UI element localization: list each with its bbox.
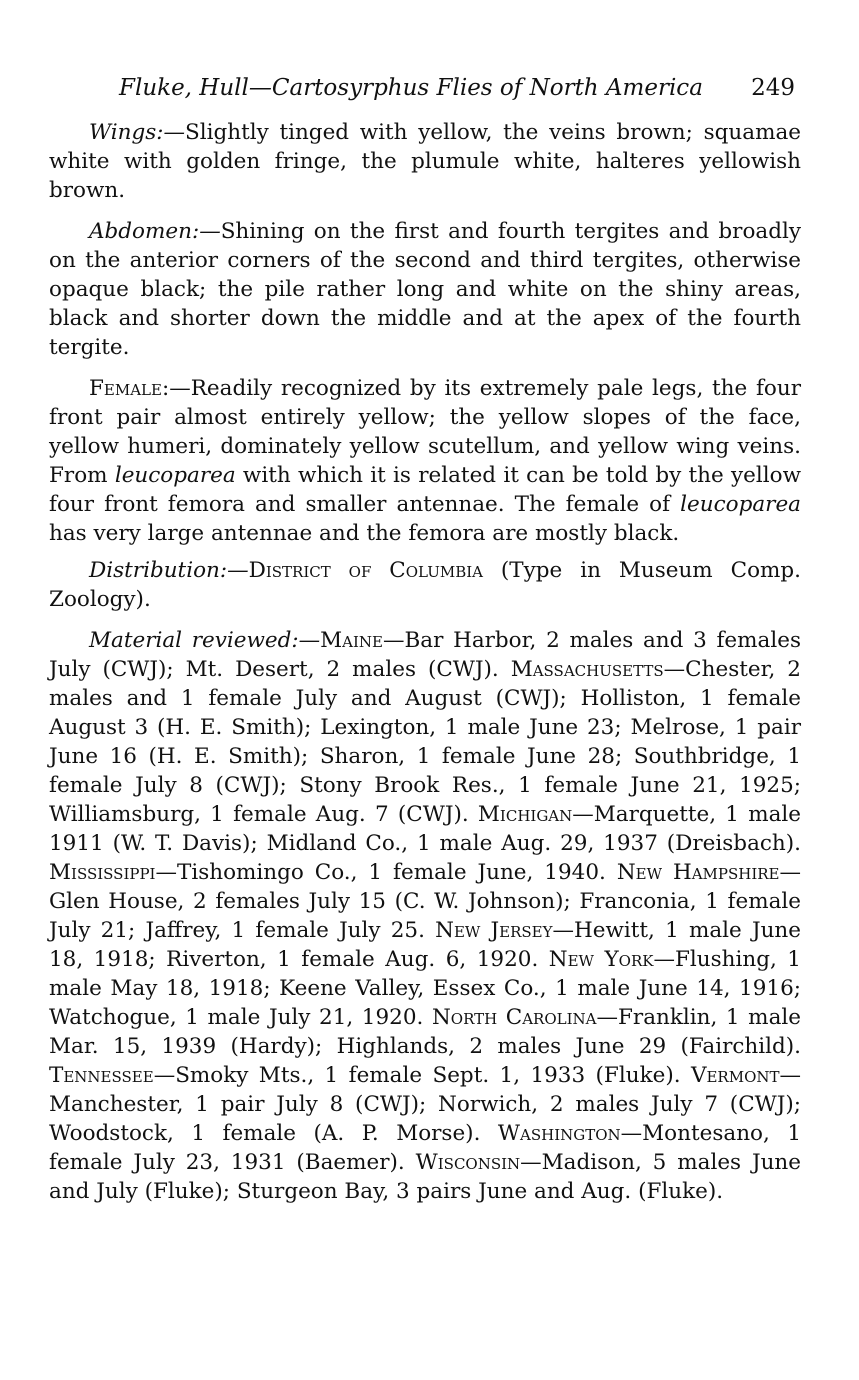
material-paragraph [49,626,801,1206]
locality-records: —Tishomingo Co., 1 female June, 1940. [155,860,617,885]
species-name: leucoparea [680,492,801,517]
female-text-1: Readily recognized by its extremely pale legs, the four front pair almost entirely yellow; the yellow slopes of the face, yellow humeri, dominately yellow scutellum, and yellow wing veins. From [49,376,801,488]
distribution-place: District of Columbia [248,558,483,583]
wings-text: Slightly tinged with yellow, the veins brown; squamae white with golden fringe, the plumule white, halteres yellowish brown. [49,120,801,203]
locality-records: —Glen House, 2 females July 15 (C. W. Johnson); Franconia, 1 female July 21; Jaffrey, 1 female July 25. [49,860,801,943]
species-name: leucoparea [114,463,236,488]
locality-records: —Madison, 5 males June and July (Fluke); Sturgeon Bay, 3 pairs June and Aug. (Fluke). [49,1150,801,1204]
wings-heading: Wings:— [89,120,185,145]
material-entries [49,628,801,1204]
state-name: New York [548,947,654,972]
state-name: Wisconsin [415,1150,521,1175]
state-name: Tennessee [49,1063,154,1088]
distribution-text: (Type in Museum Comp. Zoology). [49,558,801,612]
locality-records: —Chester, 2 males and 1 female July and August (CWJ); Holliston, 1 female August 3 (H. E. Smith); Lexington, 1 male June 23; Melrose, 1 pair June 16 (H. E. Smith); Sharon, 1 female June 28; Southbridge, 1 female July 8 (CWJ); Stony Brook Res., 1 female June 21, 1925; Williamsburg, 1 female Aug. 7 (CWJ). [49,657,801,827]
state-name: Maine [320,628,383,653]
state-name: North Carolina [431,1005,597,1030]
page [49,66,801,1206]
locality-records: —Montesano, 1 female July 23, 1931 (Baemer). [49,1121,802,1175]
abdomen-paragraph [49,217,801,362]
distribution-heading: Distribution:— [89,558,249,583]
locality-records: —Hewitt, 1 male June 18, 1918; Riverton, 1 female Aug. 6, 1920. [49,918,801,972]
distribution-paragraph [49,556,801,614]
wings-paragraph [49,118,801,205]
female-paragraph [49,374,801,548]
female-text-2: with which it is related it can be told by the yellow four front femora and smaller antennae. The female of [49,463,801,517]
female-text-3: has very large antennae and the femora are mostly black. [49,521,680,546]
state-name: New Jersey [435,918,553,943]
running-head [49,66,801,110]
locality-records: —Manchester, 1 pair July 8 (CWJ); Norwich, 2 males July 7 (CWJ); Woodstock, 1 female (A. P. Morse). [49,1063,801,1146]
locality-records: —Smoky Mts., 1 female Sept. 1, 1933 (Fluke). [153,1063,691,1088]
abdomen-text: Shining on the first and fourth tergites and broadly on the anterior corners of the second and third tergites, otherwise opaque black; the pile rather long and white on the shiny areas, black and shorter down the middle and at the apex of the fourth tergite. [49,219,801,360]
running-title: Fluke, Hull—Cartosyrphus Flies of North America [119,75,703,101]
state-name: Washington [497,1121,621,1146]
material-heading: Material reviewed:— [89,628,321,653]
state-name: New Hampshire [616,860,780,885]
locality-records: —Bar Harbor, 2 males and 3 females July (CWJ); Mt. Desert, 2 males (CWJ). [49,628,801,682]
state-name: Michigan [477,802,573,827]
state-name: Vermont [690,1063,780,1088]
locality-records: —Franklin, 1 male Mar. 15, 1939 (Hardy); Highlands, 2 males June 29 (Fairchild). [49,1005,801,1059]
state-name: Mississippi [49,860,156,885]
locality-records: —Marquette, 1 male 1911 (W. T. Davis); Midland Co., 1 male Aug. 29, 1937 (Dreisbach). [49,802,802,856]
page-number: 249 [751,75,795,101]
abdomen-heading: Abdomen:— [89,219,221,244]
state-name: Massachusetts [510,657,664,682]
locality-records: —Flushing, 1 male May 18, 1918; Keene Valley, Essex Co., 1 male June 14, 1916; Watchogue, 1 male July 21, 1920. [49,947,801,1030]
female-heading: Female:— [89,376,191,401]
